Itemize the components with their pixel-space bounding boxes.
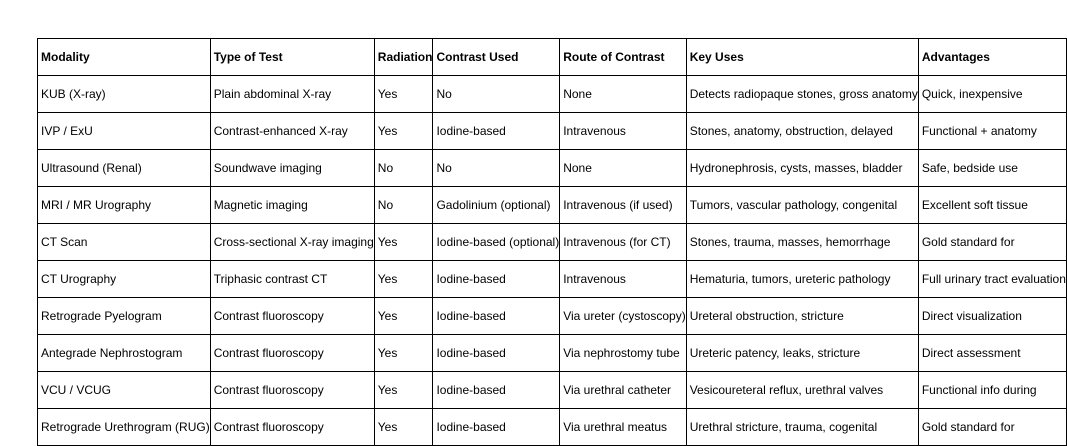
cell-contrast-used: Gadolinium (optional) <box>433 187 560 224</box>
table-body <box>38 76 1067 446</box>
cell-route-of-contrast: None <box>560 150 687 187</box>
cell-contrast-used: Iodine-based <box>433 113 560 150</box>
table-row <box>38 335 1067 372</box>
cell-key-uses: Stones, trauma, masses, hemorrhage <box>686 224 918 261</box>
cell-radiation: Yes <box>374 409 433 446</box>
cell-contrast-used: Iodine-based <box>433 409 560 446</box>
cell-contrast-used: Iodine-based <box>433 335 560 372</box>
cell-modality: Retrograde Pyelogram <box>38 298 211 335</box>
imaging-modalities-table <box>37 38 1067 446</box>
cell-radiation: Yes <box>374 372 433 409</box>
header-key-uses: Key Uses <box>686 39 918 76</box>
cell-modality: VCU / VCUG <box>38 372 211 409</box>
header-advantages: Advantages <box>918 39 1066 76</box>
cell-type-of-test: Cross-sectional X-ray imaging <box>210 224 374 261</box>
table-row <box>38 150 1067 187</box>
cell-route-of-contrast: Intravenous <box>560 113 687 150</box>
cell-route-of-contrast: None <box>560 76 687 113</box>
header-modality: Modality <box>38 39 211 76</box>
cell-advantages: Direct visualization <box>918 298 1066 335</box>
header-route-of-contrast: Route of Contrast <box>560 39 687 76</box>
cell-modality: Retrograde Urethrogram (RUG) <box>38 409 211 446</box>
cell-advantages: Quick, inexpensive <box>918 76 1066 113</box>
cell-modality: KUB (X-ray) <box>38 76 211 113</box>
cell-route-of-contrast: Intravenous (for CT) <box>560 224 687 261</box>
cell-route-of-contrast: Via urethral catheter <box>560 372 687 409</box>
table-row <box>38 261 1067 298</box>
cell-advantages: Gold standard for <box>918 409 1066 446</box>
cell-key-uses: Stones, anatomy, obstruction, delayed <box>686 113 918 150</box>
table-row <box>38 224 1067 261</box>
cell-type-of-test: Triphasic contrast CT <box>210 261 374 298</box>
cell-advantages: Functional + anatomy <box>918 113 1066 150</box>
cell-contrast-used: No <box>433 150 560 187</box>
cell-route-of-contrast: Intravenous <box>560 261 687 298</box>
cell-contrast-used: Iodine-based <box>433 372 560 409</box>
cell-type-of-test: Contrast fluoroscopy <box>210 298 374 335</box>
cell-type-of-test: Contrast fluoroscopy <box>210 372 374 409</box>
cell-route-of-contrast: Via urethral meatus <box>560 409 687 446</box>
cell-type-of-test: Contrast-enhanced X-ray <box>210 113 374 150</box>
cell-contrast-used: Iodine-based <box>433 261 560 298</box>
cell-type-of-test: Plain abdominal X-ray <box>210 76 374 113</box>
cell-type-of-test: Contrast fluoroscopy <box>210 409 374 446</box>
cell-key-uses: Ureteric patency, leaks, stricture <box>686 335 918 372</box>
cell-key-uses: Detects radiopaque stones, gross anatomy <box>686 76 918 113</box>
cell-radiation: Yes <box>374 76 433 113</box>
cell-contrast-used: Iodine-based (optional) <box>433 224 560 261</box>
cell-key-uses: Tumors, vascular pathology, congenital <box>686 187 918 224</box>
cell-modality: MRI / MR Urography <box>38 187 211 224</box>
cell-advantages: Gold standard for <box>918 224 1066 261</box>
cell-advantages: Safe, bedside use <box>918 150 1066 187</box>
cell-key-uses: Hydronephrosis, cysts, masses, bladder <box>686 150 918 187</box>
cell-advantages: Excellent soft tissue <box>918 187 1066 224</box>
cell-radiation: Yes <box>374 335 433 372</box>
table-row <box>38 409 1067 446</box>
cell-radiation: Yes <box>374 113 433 150</box>
cell-route-of-contrast: Via ureter (cystoscopy) <box>560 298 687 335</box>
table-row <box>38 113 1067 150</box>
cell-advantages: Full urinary tract evaluation <box>918 261 1066 298</box>
cell-modality: Ultrasound (Renal) <box>38 150 211 187</box>
cell-contrast-used: Iodine-based <box>433 298 560 335</box>
cell-route-of-contrast: Via nephrostomy tube <box>560 335 687 372</box>
cell-route-of-contrast: Intravenous (if used) <box>560 187 687 224</box>
cell-modality: CT Urography <box>38 261 211 298</box>
cell-key-uses: Ureteral obstruction, stricture <box>686 298 918 335</box>
table-row <box>38 298 1067 335</box>
cell-radiation: Yes <box>374 224 433 261</box>
cell-radiation: Yes <box>374 298 433 335</box>
cell-modality: IVP / ExU <box>38 113 211 150</box>
cell-radiation: No <box>374 150 433 187</box>
cell-radiation: No <box>374 187 433 224</box>
cell-key-uses: Urethral stricture, trauma, cogenital <box>686 409 918 446</box>
cell-advantages: Functional info during <box>918 372 1066 409</box>
cell-type-of-test: Magnetic imaging <box>210 187 374 224</box>
cell-type-of-test: Contrast fluoroscopy <box>210 335 374 372</box>
cell-contrast-used: No <box>433 76 560 113</box>
table-row <box>38 187 1067 224</box>
cell-radiation: Yes <box>374 261 433 298</box>
table-row <box>38 76 1067 113</box>
cell-key-uses: Hematuria, tumors, ureteric pathology <box>686 261 918 298</box>
header-type-of-test: Type of Test <box>210 39 374 76</box>
cell-advantages: Direct assessment <box>918 335 1066 372</box>
table-row <box>38 372 1067 409</box>
cell-type-of-test: Soundwave imaging <box>210 150 374 187</box>
header-contrast-used: Contrast Used <box>433 39 560 76</box>
header-row <box>38 39 1067 76</box>
cell-modality: Antegrade Nephrostogram <box>38 335 211 372</box>
cell-key-uses: Vesicoureteral reflux, urethral valves <box>686 372 918 409</box>
header-radiation: Radiation <box>374 39 433 76</box>
cell-modality: CT Scan <box>38 224 211 261</box>
